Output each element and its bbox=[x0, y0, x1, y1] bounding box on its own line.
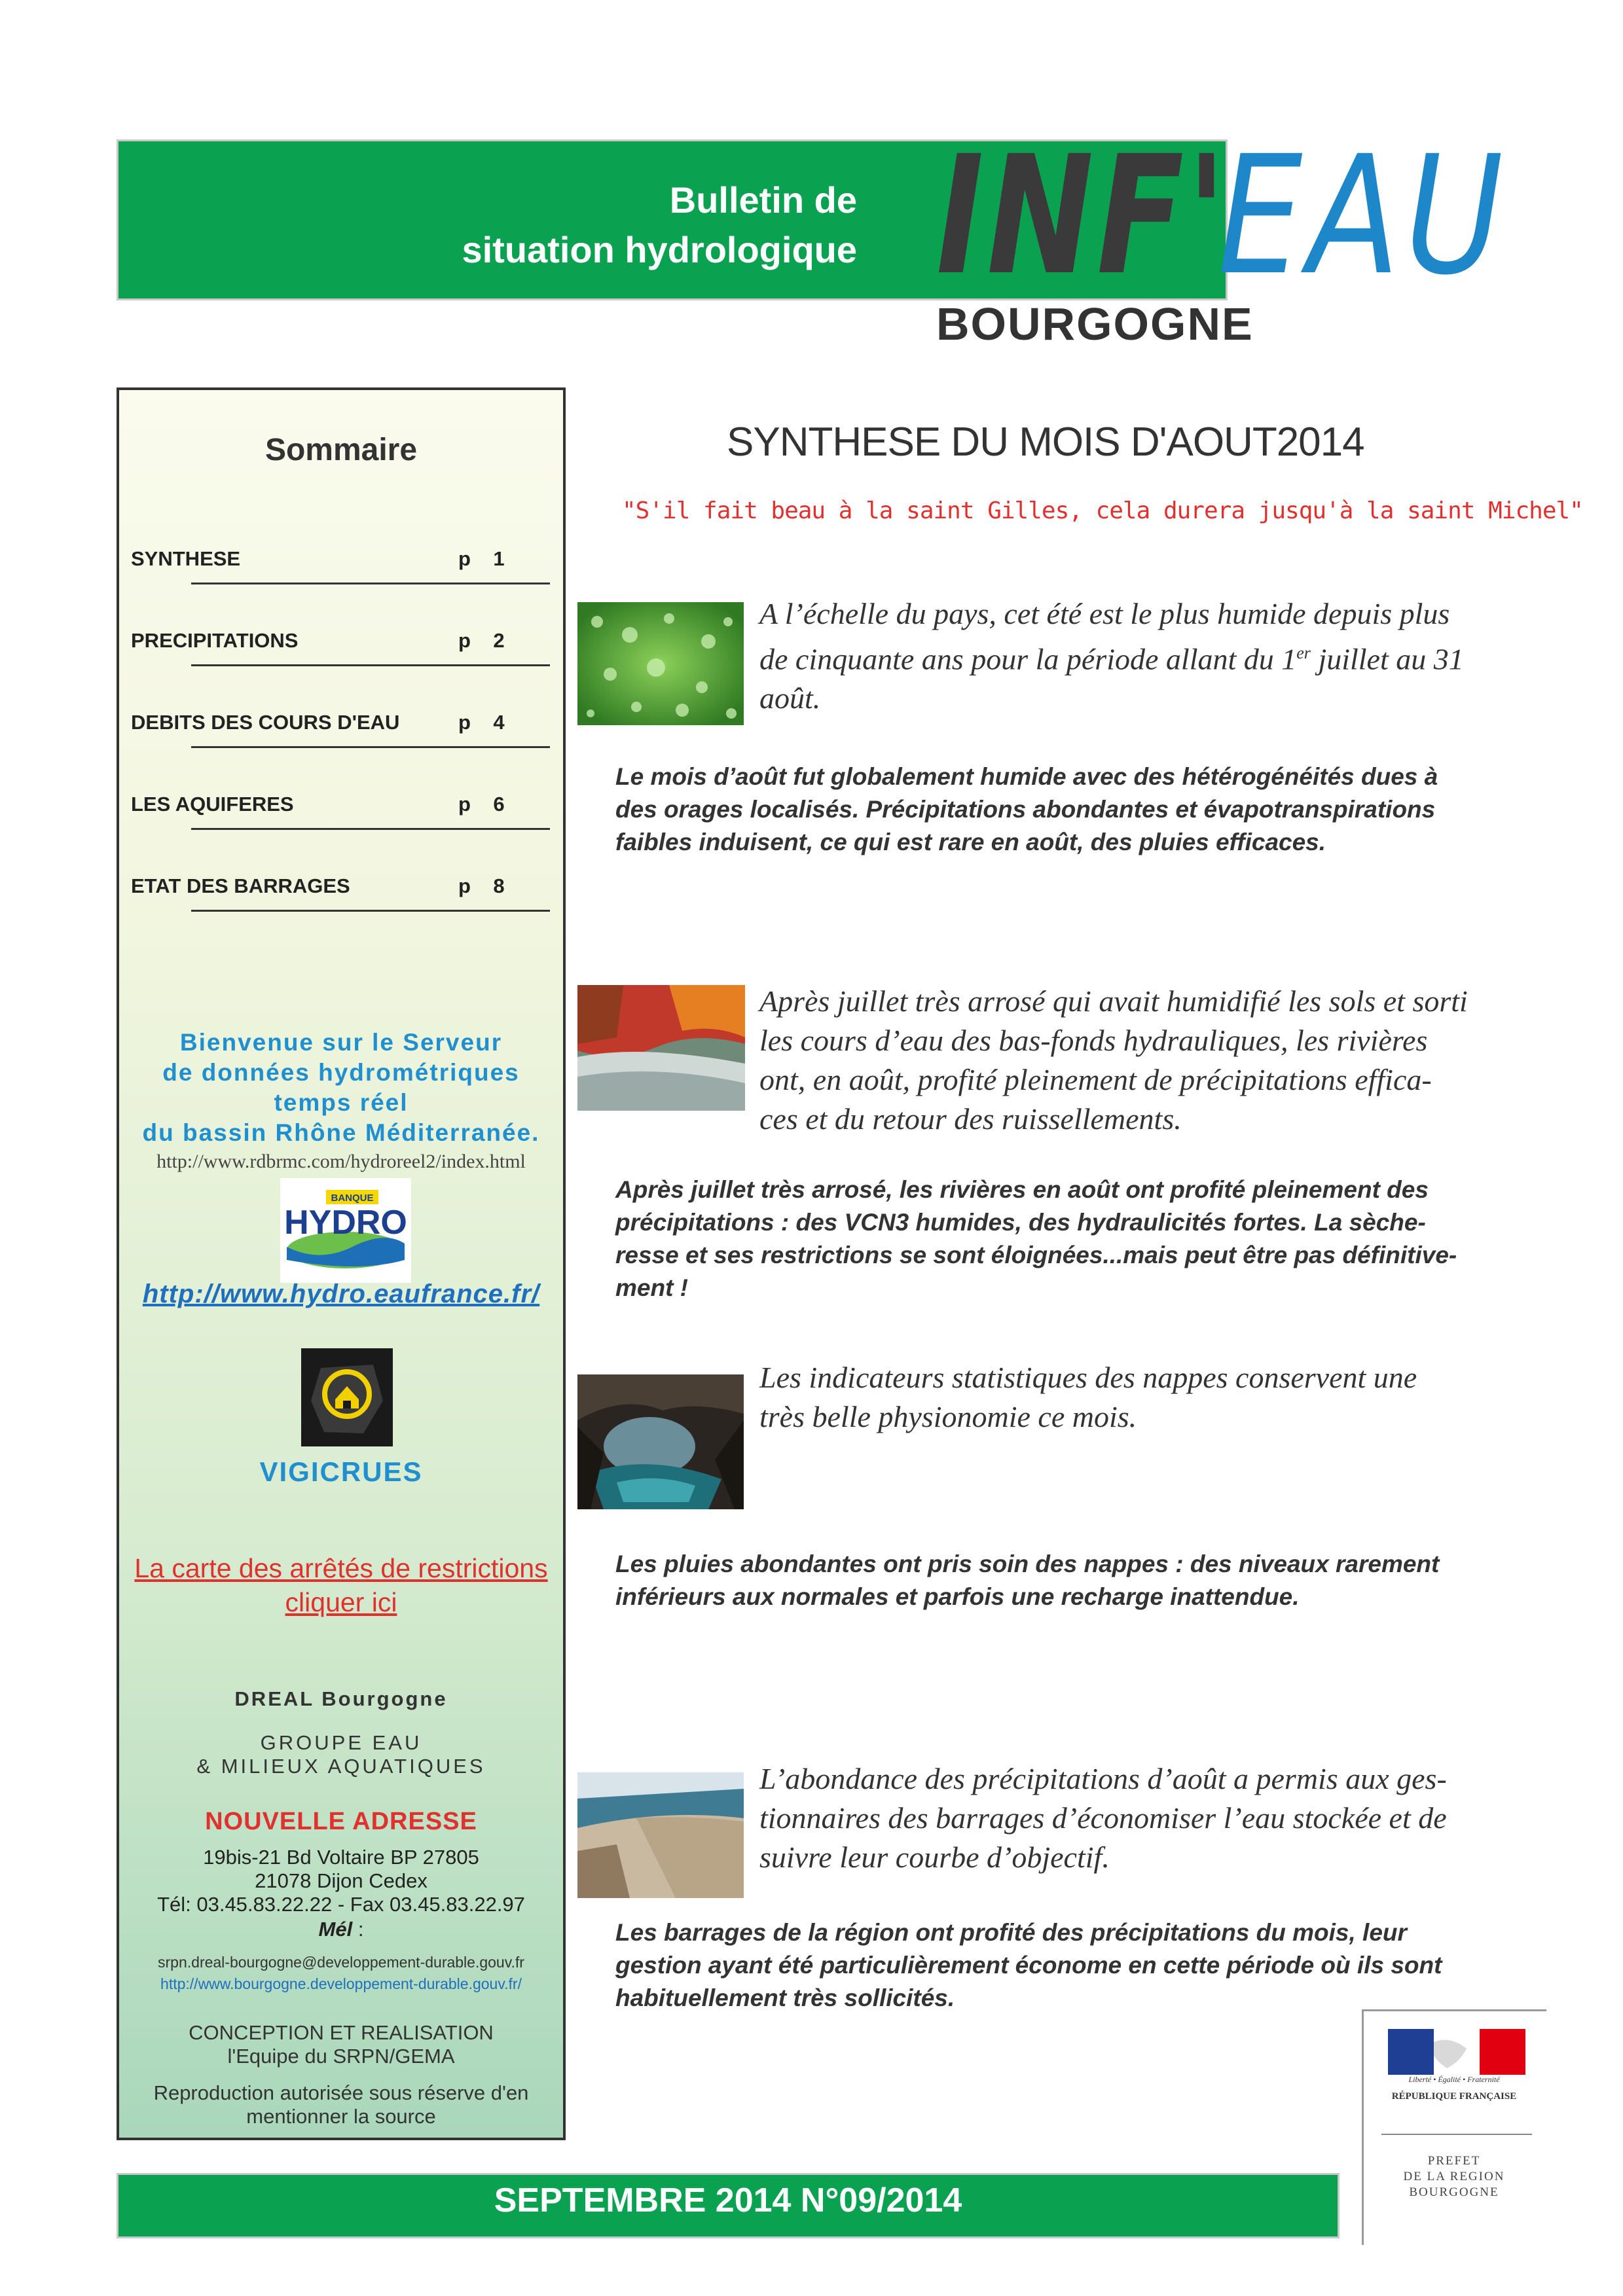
summary-line: Le mois d’août fut globalement humide avec des hétérogénéités dues à bbox=[615, 763, 1438, 790]
summary-paragraph bbox=[615, 1548, 1545, 1613]
region-name: BOURGOGNE bbox=[936, 298, 1254, 350]
toc-item-debits[interactable] bbox=[131, 711, 550, 763]
postal-address bbox=[117, 1846, 566, 1916]
republique-francaise: RÉPUBLIQUE FRANÇAISE bbox=[1391, 2091, 1517, 2102]
intro-paragraph bbox=[759, 982, 1545, 1139]
email-label: Mél : bbox=[318, 1918, 364, 1941]
summary-line: faibles induisent, ce qui est rare en août, des pluies efficaces. bbox=[615, 829, 1326, 855]
intro-line: tionnaires des barrages d’économiser l’eau stockée et de bbox=[759, 1801, 1447, 1835]
toc-item-precipitations[interactable] bbox=[131, 629, 550, 681]
vigicrues-label[interactable]: VIGICRUES bbox=[259, 1456, 423, 1487]
reproduction-line: mentionner la source bbox=[246, 2105, 436, 2128]
prefet-line: PREFET bbox=[1427, 2154, 1481, 2168]
proverb-quote: "S'il fait beau à la saint Gilles, cela durera jusqu'à la saint Michel" bbox=[622, 497, 1583, 524]
group-line: & MILIEUX AQUATIQUES bbox=[196, 1755, 486, 1778]
toc-label: ETAT DES BARRAGES bbox=[131, 874, 350, 897]
summary-line: resse et ses restrictions se sont éloignées...mais peut être pas définitive- bbox=[615, 1242, 1457, 1268]
river-autumn-photo bbox=[577, 985, 745, 1111]
summary-line: des orages localisés. Précipitations abondantes et évapotranspirations bbox=[615, 796, 1436, 823]
new-address-heading: NOUVELLE ADRESSE bbox=[205, 1808, 477, 1835]
intro-line: Après juillet très arrosé qui avait humidifié les sols et sorti bbox=[759, 984, 1468, 1018]
toc-divider bbox=[191, 583, 550, 584]
intro-line: L’abondance des précipitations d’août a permis aux ges- bbox=[759, 1762, 1447, 1795]
toc-page: p 2 bbox=[458, 629, 505, 652]
republic-motto: Liberté • Égalité • Fraternité bbox=[1408, 2075, 1500, 2084]
bulletin-title bbox=[462, 175, 857, 275]
address-line: 19bis-21 Bd Voltaire BP 27805 bbox=[203, 1846, 479, 1869]
toc-page: p 1 bbox=[458, 547, 505, 570]
summary-line: Après juillet très arrosé, les rivières en août ont profité pleinement des bbox=[615, 1176, 1429, 1203]
sommaire-title: Sommaire bbox=[264, 433, 418, 467]
summary-line: habituellement très sollicités. bbox=[615, 1984, 955, 2011]
email-address[interactable]: srpn.dreal-bourgogne@developpement-durable.gouv.fr bbox=[158, 1954, 524, 1971]
intro-line: les cours d’eau des bas-fonds hydrauliques, les rivières bbox=[759, 1024, 1428, 1057]
intro-line: août. bbox=[759, 681, 821, 715]
summary-paragraph bbox=[615, 1174, 1545, 1304]
summary-line: gestion ayant été particulièrement économe en cette période où ils sont bbox=[615, 1952, 1442, 1979]
intro-line: de cinquante ans pour la période allant du 1er juillet au 31 bbox=[759, 642, 1464, 676]
summary-line: ment ! bbox=[615, 1274, 688, 1301]
intro-line: suivre leur courbe d’objectif. bbox=[759, 1840, 1110, 1874]
marianne-flag-logo bbox=[1388, 2029, 1525, 2075]
credits-line: l'Equipe du SRPN/GEMA bbox=[227, 2045, 455, 2068]
intro-line: ont, en août, profité pleinement de précipitations effica- bbox=[759, 1063, 1432, 1096]
welcome-line: de données hydrométriques bbox=[162, 1059, 520, 1086]
prefet-line: DE LA REGION bbox=[1403, 2170, 1505, 2183]
address-line: 21078 Dijon Cedex bbox=[255, 1869, 428, 1892]
summary-line: inférieurs aux normales et parfois une recharge inattendue. bbox=[615, 1583, 1300, 1610]
dam-photo bbox=[577, 1772, 744, 1898]
summary-line: Les barrages de la région ont profité des précipitations du mois, leur bbox=[615, 1919, 1407, 1946]
issue-date: SEPTEMBRE 2014 N°09/2014 bbox=[494, 2181, 962, 2219]
phone-fax-line: Tél: 03.45.83.22.22 - Fax 03.45.83.22.97 bbox=[157, 1893, 525, 1916]
reproduction-notice bbox=[117, 2081, 566, 2128]
toc-divider bbox=[191, 664, 550, 666]
credits-line: CONCEPTION ET REALISATION bbox=[189, 2021, 494, 2044]
prefet-line: BOURGOGNE bbox=[1409, 2185, 1499, 2199]
dreal-name: DREAL Bourgogne bbox=[234, 1687, 448, 1710]
intro-line: très belle physionomie ce mois. bbox=[759, 1400, 1137, 1433]
dreal-website-link[interactable]: http://www.bourgogne.developpement-durable.gouv.fr/ bbox=[160, 1975, 522, 1992]
cave-water-photo bbox=[577, 1374, 744, 1509]
reproduction-line: Reproduction autorisée sous réserve d'en bbox=[153, 2081, 529, 2104]
group-name bbox=[117, 1731, 566, 1778]
toc-item-barrages[interactable] bbox=[131, 874, 550, 927]
intro-paragraph bbox=[759, 1358, 1545, 1437]
prefet-title bbox=[1362, 2153, 1546, 2200]
toc-item-synthese[interactable] bbox=[131, 547, 550, 600]
water-drops-photo bbox=[577, 602, 744, 725]
summary-line: Les pluies abondantes ont pris soin des nappes : des niveaux rarement bbox=[615, 1551, 1440, 1577]
restrictions-map-link[interactable] bbox=[117, 1551, 566, 1619]
toc-label: SYNTHESE bbox=[131, 547, 241, 570]
group-line: GROUPE EAU bbox=[260, 1731, 422, 1754]
main-title: SYNTHESE DU MOIS D'AOUT2014 bbox=[727, 420, 1364, 465]
toc-page: p 6 bbox=[458, 793, 505, 816]
toc-label: PRECIPITATIONS bbox=[131, 629, 299, 652]
welcome-line: Bienvenue sur le Serveur bbox=[179, 1029, 503, 1056]
toc-item-aquiferes[interactable] bbox=[131, 793, 550, 845]
toc-divider bbox=[191, 910, 550, 912]
welcome-text bbox=[117, 1028, 566, 1148]
restrictions-link-line2[interactable]: cliquer ici bbox=[285, 1587, 397, 1617]
summary-line: précipitations : des VCN3 humides, des hydraulicités fortes. La sèche- bbox=[615, 1209, 1426, 1236]
welcome-line: du bassin Rhône Méditerranée. bbox=[142, 1119, 540, 1146]
toc-divider bbox=[191, 746, 550, 748]
vigicrues-logo[interactable] bbox=[301, 1348, 393, 1446]
hydro-banque-text: BANQUE bbox=[331, 1193, 374, 1204]
hydro-name-text: HYDRO bbox=[284, 1204, 407, 1242]
intro-paragraph bbox=[759, 1759, 1545, 1877]
summary-paragraph bbox=[615, 1916, 1545, 2015]
welcome-line: temps réel bbox=[274, 1089, 409, 1116]
infeau-logo-eau: EAU bbox=[1218, 120, 1509, 311]
toc-page: p 4 bbox=[458, 711, 505, 734]
credits bbox=[117, 2021, 566, 2068]
intro-line: A l’échelle du pays, cet été est le plus humide depuis plus bbox=[759, 597, 1450, 630]
hydro-eaufrance-link[interactable]: http://www.hydro.eaufrance.fr/ bbox=[142, 1280, 540, 1308]
intro-line: Les indicateurs statistiques des nappes conservent une bbox=[759, 1361, 1417, 1394]
restrictions-link-line1[interactable]: La carte des arrêtés de restrictions bbox=[134, 1553, 548, 1583]
prefet-divider bbox=[1381, 2134, 1532, 2135]
summary-paragraph bbox=[615, 761, 1545, 859]
bulletin-title-line2: situation hydrologique bbox=[462, 229, 857, 270]
toc-page: p 8 bbox=[458, 874, 505, 897]
intro-line: ces et du retour des ruissellements. bbox=[759, 1102, 1182, 1136]
intro-paragraph bbox=[759, 594, 1545, 718]
toc-label: LES AQUIFERES bbox=[131, 793, 294, 816]
toc-divider bbox=[191, 828, 550, 830]
rdbrmc-link[interactable]: http://www.rdbrmc.com/hydroreel2/index.html bbox=[156, 1151, 526, 1172]
infeau-logo-inf: INF' bbox=[936, 120, 1230, 311]
bulletin-title-line1: Bulletin de bbox=[669, 179, 857, 221]
banque-hydro-logo[interactable] bbox=[280, 1178, 411, 1283]
toc-label: DEBITS DES COURS D'EAU bbox=[131, 711, 400, 734]
